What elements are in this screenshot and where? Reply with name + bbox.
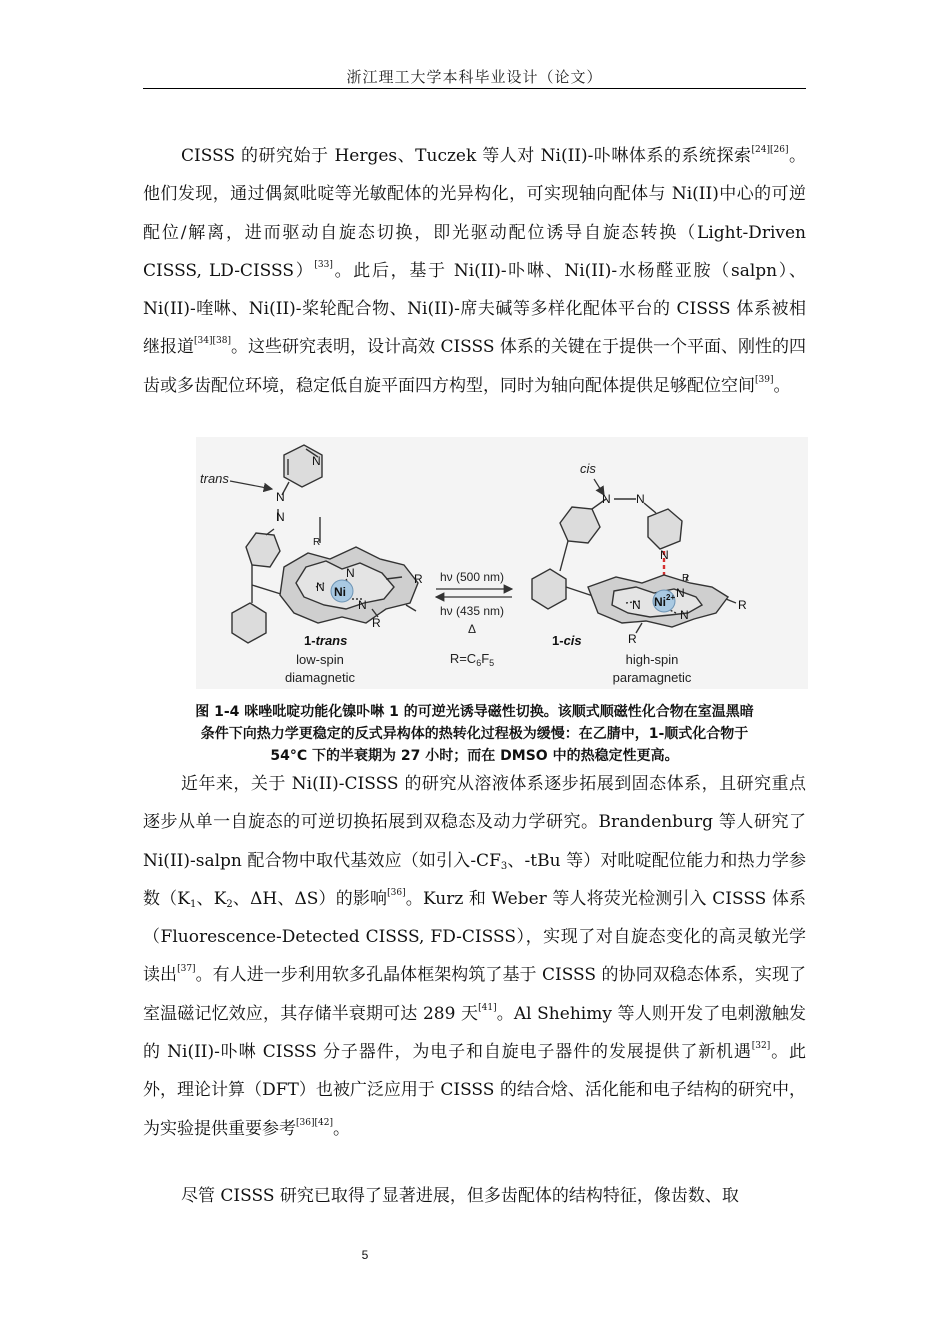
citation: [24] — [751, 145, 770, 155]
text-run: 。 — [773, 375, 791, 396]
caption-line: 条件下向热力学更稳定的反式异构体的热转化过程极为缓慢：在乙腈中，1-顺式化合物于 — [200, 726, 749, 742]
subscript: 2 — [226, 898, 233, 910]
low-spin-label: low-spin — [296, 652, 344, 667]
text-run: 。 — [332, 1118, 350, 1139]
atom-label-r: R — [313, 537, 321, 548]
text-run: 、-tBu 等）对吡啶配位能力和热力学参数（K — [143, 850, 806, 909]
backward-condition: hν (435 nm) — [439, 604, 505, 618]
citation: [36] — [387, 887, 406, 898]
atom-label-n: N — [636, 492, 645, 506]
citation: [42] — [314, 1117, 333, 1128]
subscript: 1 — [190, 898, 197, 910]
citation: [39] — [755, 374, 774, 385]
text-run: 。此外，理论计算（DFT）也被广泛应用于 CISSS 的结合焓、活化能和电子结构的研究中，为实验提供重要参考 — [143, 1042, 807, 1139]
caption-line: 图 1-4 咪唑吡啶功能化镍卟啉 1 的可逆光诱导磁性切换。该顺式顺磁性化合物在室温黑暗 — [195, 704, 754, 720]
figure-1-4 — [196, 437, 808, 689]
trans-label: trans — [200, 471, 229, 486]
text-run: 。有人进一步利用软多孔晶体框架构筑了基于 CISSS 的协同双稳态体系，实现了室温磁记忆效应，其存储半衰期可达 289 天 — [143, 965, 806, 1024]
text-run: 。他们发现，通过偶氮吡啶等光敏配体的光异构化，可实现轴向配体与 Ni(II)中心的可逆配位/解离，进而驱动自旋态切换，即光驱动配位诱导自旋态转换（Light-Driven CISSS, LD-CISSS） — [143, 146, 806, 281]
text-run: 近年来，关于 Ni(II)-CISSS 的研究从溶液体系逐步拓展到固态体系，且研究重点逐步从单一自旋态的可逆切换拓展到双稳态及动力学研究。Brandenburg 等人研究了 Ni(II)-salpn 配合物中取代基效应（如引入-CF — [143, 774, 806, 871]
paragraph-1 — [143, 137, 806, 405]
citation: [26] — [770, 145, 789, 155]
citation: [34][38] — [194, 336, 231, 347]
trans-pointer-arrow — [230, 481, 272, 489]
ni-label-left: Ni — [334, 585, 346, 599]
atom-label-n: N — [358, 598, 367, 612]
compound-1-cis-label: 1-cis — [552, 633, 582, 648]
paragraph-3 — [143, 1177, 806, 1215]
paragraph-2 — [143, 765, 806, 1148]
atom-label-r: R — [628, 632, 637, 646]
text-run: 尽管 CISSS 研究已取得了显著进展，但多齿配体的结构特征，像齿数、取 — [181, 1186, 739, 1206]
citation: [36] — [296, 1117, 315, 1128]
atom-label-n: N — [602, 492, 611, 506]
diamagnetic-label: diamagnetic — [284, 670, 356, 685]
atom-label-n: N — [312, 454, 321, 468]
atom-label-r: R — [414, 572, 423, 586]
text-run: 。Kurz 和 Weber 等人将荧光检测引入 CISSS 体系（Fluorescence-Detected CISSS, FD-CISSS），实现了对自旋态变化的高灵敏光学读出 — [143, 888, 807, 986]
reaction-scheme — [196, 437, 808, 689]
citation: [41] — [478, 1002, 497, 1013]
atom-label-n: N — [276, 490, 285, 504]
compound-1-trans-label: 1-trans — [304, 633, 348, 648]
citation: [37] — [177, 964, 196, 975]
atom-label-r: R — [682, 573, 690, 584]
ni-label-right: $Ni^{2+}$ — [654, 593, 676, 609]
text-run: 、K — [196, 888, 227, 909]
running-header: 浙江理工大学本科毕业设计（论文） — [346, 68, 603, 86]
cis-label: cis — [580, 461, 596, 476]
text-run: 。Al Shehimy 等人则开发了电刺激触发的 Ni(II)-卟啉 CISSS 分子器件，为电子和自旋电子器件的发展提供了新机遇 — [143, 1003, 806, 1063]
atom-label-n: N — [276, 510, 285, 524]
figure-caption — [143, 701, 806, 767]
text-run: 。此后，基于 Ni(II)-卟啉、Ni(II)-水杨醛亚胺（salpn）、Ni(II)-喹啉、Ni(II)-桨轮配合物、Ni(II)-席夫碱等多样化配体平台的 CISSS 体系被相继报道 — [143, 260, 806, 358]
atom-label-r: R — [738, 598, 747, 612]
atom-label-n: N — [676, 586, 685, 600]
trans-isomer-structure — [232, 445, 418, 643]
text-run: 、ΔH、ΔS）的影响 — [232, 888, 388, 909]
forward-condition: hν (500 nm) — [439, 570, 505, 584]
citation: [33] — [314, 259, 333, 270]
atom-label-n: N — [660, 548, 669, 562]
paramagnetic-label: paramagnetic — [612, 670, 692, 685]
text-run: CISSS 的研究始于 Herges、Tuczek 等人对 Ni(II)-卟啉体系的系统探索 — [181, 146, 752, 166]
cis-isomer-structure — [532, 499, 736, 633]
atom-label-n: N — [680, 608, 689, 622]
page-number: 5 — [361, 1248, 369, 1262]
high-spin-label: high-spin — [625, 652, 679, 667]
r-definition: $R=C_6F_5$ — [449, 651, 495, 668]
thermal-symbol: Δ — [467, 622, 477, 636]
atom-label-n: N — [316, 580, 325, 594]
citation: [32] — [751, 1041, 771, 1052]
text-run: 。这些研究表明，设计高效 CISSS 体系的关键在于提供一个平面、刚性的四齿或多齿配位环境，稳定低自旋平面四方构型，同时为轴向配体提供足够配位空间 — [143, 337, 806, 396]
header-rule — [143, 88, 806, 89]
atom-label-r: R — [372, 616, 381, 630]
caption-line: 54°C 下的半衰期为 27 小时；而在 DMSO 中的热稳定性更高。 — [270, 748, 679, 764]
atom-label-n: N — [346, 566, 355, 580]
atom-label-n: N — [632, 598, 641, 612]
subscript: 3 — [500, 860, 508, 872]
